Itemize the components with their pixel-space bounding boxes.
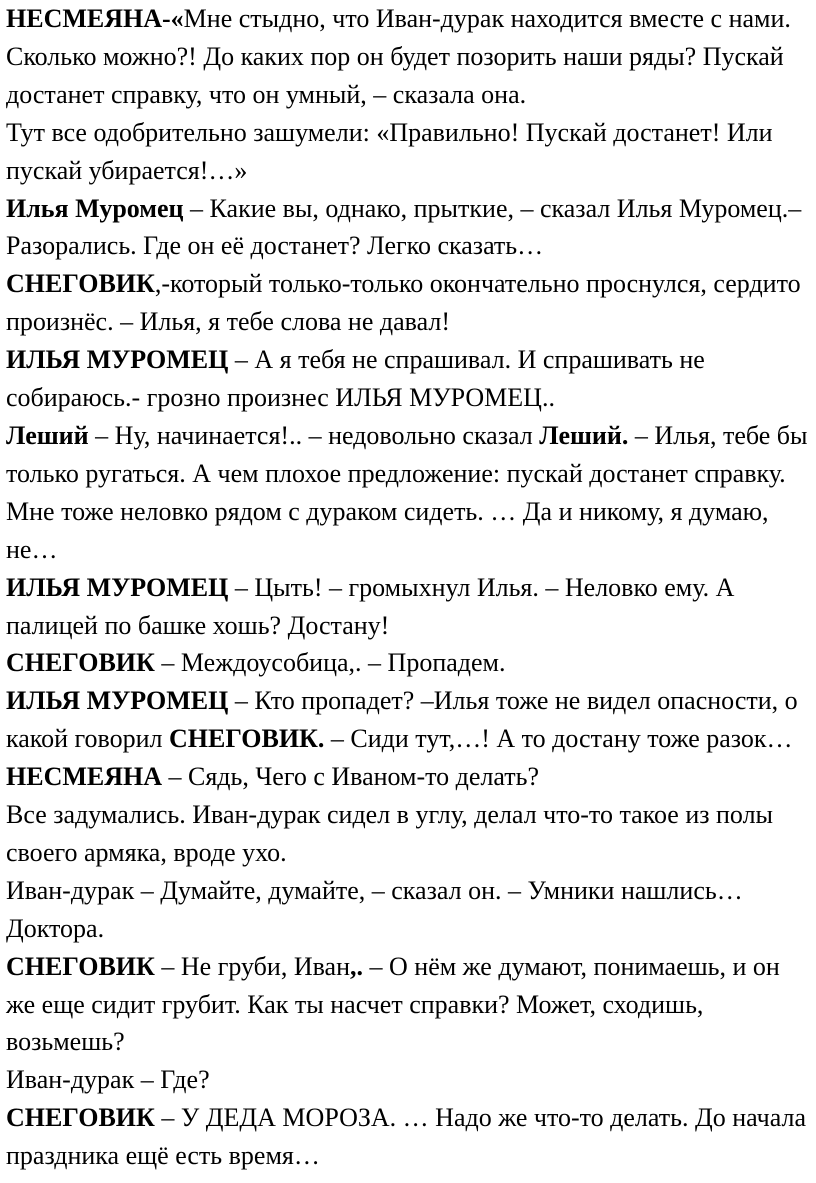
narration-text: Тут все одобрительно зашумели: «Правильно! Пускай достанет! Или пускай убирается!…» <box>6 117 773 185</box>
dialogue-text: – У ДЕДА МОРОЗА. … Надо же что-то делать. До начала праздника ещё есть время… <box>6 1103 806 1171</box>
dialogue-text: Мне стыдно, что Иван-дурак находится вместе с нами. Сколько можно?! До каких пор он будет позорить наши ряды? Пускай достанет справку, что он умный, – сказала она. <box>6 4 791 109</box>
speaker-name: ИЛЬЯ МУРОМЕЦ <box>6 572 229 602</box>
paragraph-snegovik-3 <box>6 948 812 1062</box>
paragraph-ivan-1 <box>6 872 812 948</box>
dialogue-text: – Междоусобица,. – Пропадем. <box>154 648 506 678</box>
paragraph-leshiy <box>6 417 812 569</box>
dialogue-text: – Сядь, Чего с Иваном-то делать? <box>162 762 540 792</box>
dialogue-text: – А я тебя не спрашивал. И спрашивать не собираюсь.- грозно произнес ИЛЬЯ МУРОМЕЦ.. <box>6 345 705 413</box>
paragraph-narration <box>6 114 812 190</box>
paragraph-ilya-3 <box>6 569 812 645</box>
speaker-name: ИЛЬЯ МУРОМЕЦ <box>6 345 229 375</box>
speaker-name: Леший <box>6 420 89 450</box>
dialogue-text: – Какие вы, однако, прыткие, – сказал Илья Муромец.– Разорались. Где он её достанет? Легко сказать… <box>6 193 802 261</box>
paragraph-snegovik-4 <box>6 1099 812 1175</box>
dialogue-text: – О нём же думают, понимаешь, и он же еще сидит грубит. Как ты насчет справки? Может, сходишь, возьмешь? <box>6 951 780 1057</box>
bold-punctuation: ,. <box>350 951 363 981</box>
paragraph-ilya-4 <box>6 682 812 758</box>
speaker-name: ИЛЬЯ МУРОМЕЦ <box>6 686 229 716</box>
dialogue-text: Иван-дурак – Думайте, думайте, – сказал он. – Умники нашлись… Доктора. <box>6 875 743 943</box>
dialogue-text: – Сиди тут,…! А то достану тоже разок… <box>324 724 793 754</box>
paragraph-ilya-1 <box>6 190 812 266</box>
paragraph-ivan-2 <box>6 1061 812 1099</box>
speaker-name: НЕСМЕЯНА <box>6 762 162 792</box>
speaker-name: СНЕГОВИК <box>6 269 155 299</box>
paragraph-nesmeyana-intro <box>6 0 812 114</box>
document-body <box>6 0 812 1175</box>
paragraph-snegovik-2 <box>6 644 812 682</box>
dialogue-text: – Ну, начинается!.. – недовольно сказал <box>88 420 540 450</box>
speaker-name: СНЕГОВИК <box>6 648 155 678</box>
speaker-name-inline: СНЕГОВИК. <box>169 724 325 754</box>
paragraph-nesmeyana-2 <box>6 758 812 796</box>
dialogue-text: – Илья, тебе бы только ругаться. А чем плохое предложение: пускай достанет справку. Мне тоже неловко рядом с дураком сидеть. … Да и никому, я думаю, не… <box>6 420 808 564</box>
speaker-name: НЕСМЕЯНА-« <box>6 4 184 33</box>
speaker-name: СНЕГОВИК <box>6 1103 155 1133</box>
paragraph-ilya-2 <box>6 341 812 417</box>
dialogue-text: Иван-дурак – Где? <box>6 1065 210 1095</box>
dialogue-text: – Цыть! – громыхнул Илья. – Неловко ему. А палицей по башке хошь? Достану! <box>6 572 735 640</box>
speaker-name: Илья Муромец <box>6 193 184 223</box>
speaker-name: СНЕГОВИК <box>6 951 155 981</box>
dialogue-text: – Кто пропадет? –Илья тоже не видел опасности, о какой говорил <box>6 686 798 754</box>
narration-text: Все задумались. Иван-дурак сидел в углу, делал что-то такое из полы своего армяка, вроде ухо. <box>6 800 774 867</box>
paragraph-snegovik-1 <box>6 265 812 341</box>
paragraph-narration-2 <box>6 796 812 872</box>
dialogue-text: ,-который только-только окончательно проснулся, сердито произнёс. – Илья, я тебе слова не давал! <box>6 269 801 337</box>
speaker-name-inline: Леший. <box>539 420 629 450</box>
dialogue-text: – Не груби, Иван <box>154 951 350 981</box>
